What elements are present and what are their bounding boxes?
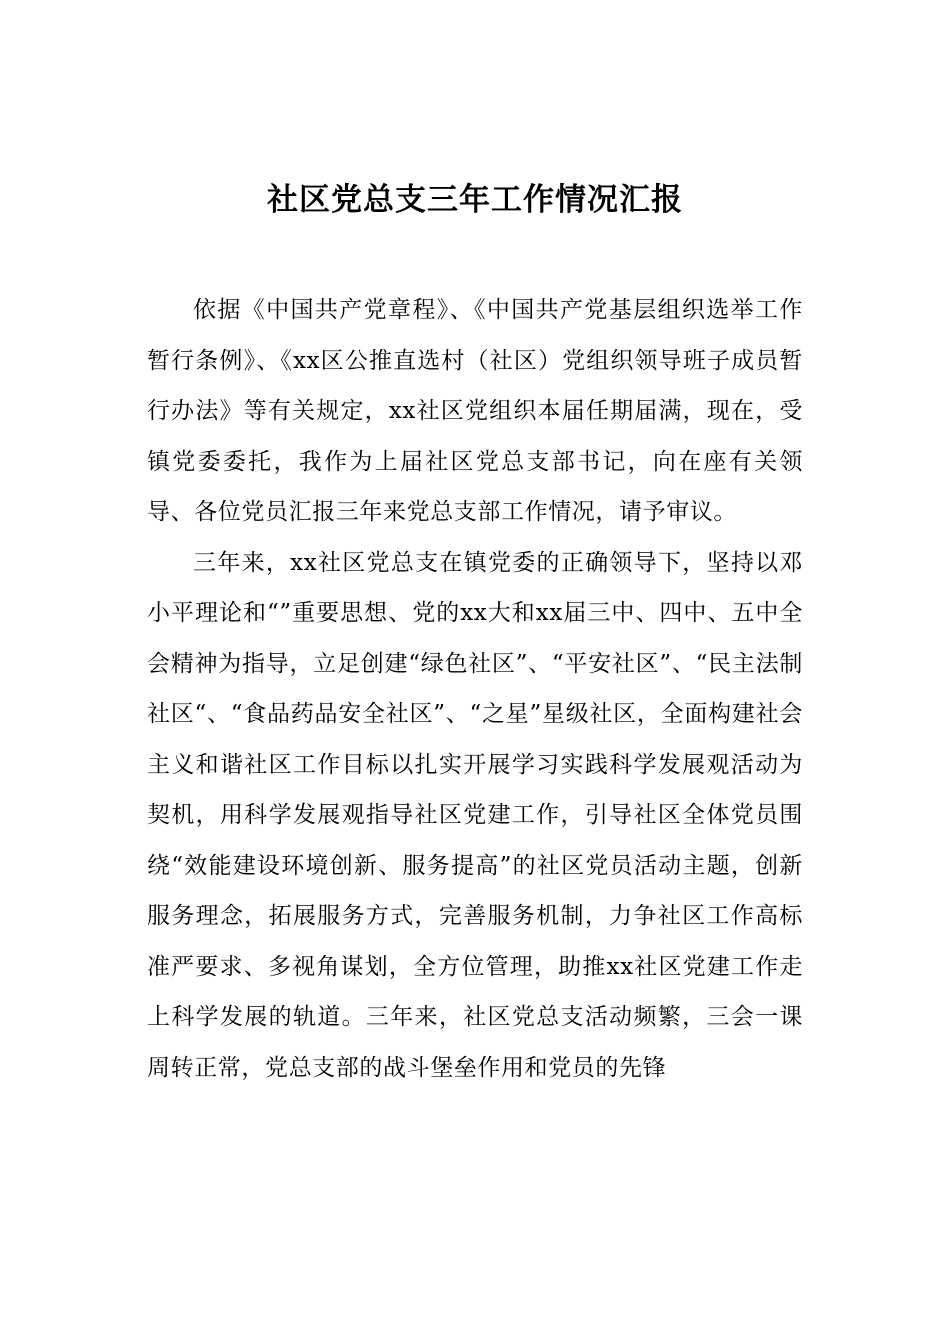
- paragraph-2: 三年来，xx社区党总支在镇党委的正确领导下，坚持以邓小平理论和“”重要思想、党的xx大和xx届三中、四中、五中全会精神为指导，立足创建“绿色社区”、“平安社区”、“民主法制社区“、“食品药品安全社区”、“之星”星级社区，全面构建社会主义和谐社区工作目标以扎实开展学习实践科学发展观活动为契机，用科学发展观指导社区党建工作，引导社区全体党员围绕“效能建设环境创新、服务提高”的社区党员活动主题，创新服务理念，拓展服务方式，完善服务机制，力争社区工作高标准严要求、多视角谋划，全方位管理，助推xx社区党建工作走上科学发展的轨道。三年来，社区党总支活动频繁，三会一课周转正常，党总支部的战斗堡垒作用和党员的先锋: [147, 549, 803, 1081]
- document-body: [147, 285, 803, 1093]
- document-title: 社区党总支三年工作情况汇报: [267, 181, 683, 218]
- paragraph-1: 依据《中国共产党章程》、《中国共产党基层组织选举工作暂行条例》、《xx区公推直选村（社区）党组织领导班子成员暂行办法》等有关规定，xx社区党组织本届任期届满，现在，受镇党委委托，我作为上届社区党总支部书记，向在座有关领导、各位党员汇报三年来党总支部工作情况，请予审议。: [147, 297, 803, 525]
